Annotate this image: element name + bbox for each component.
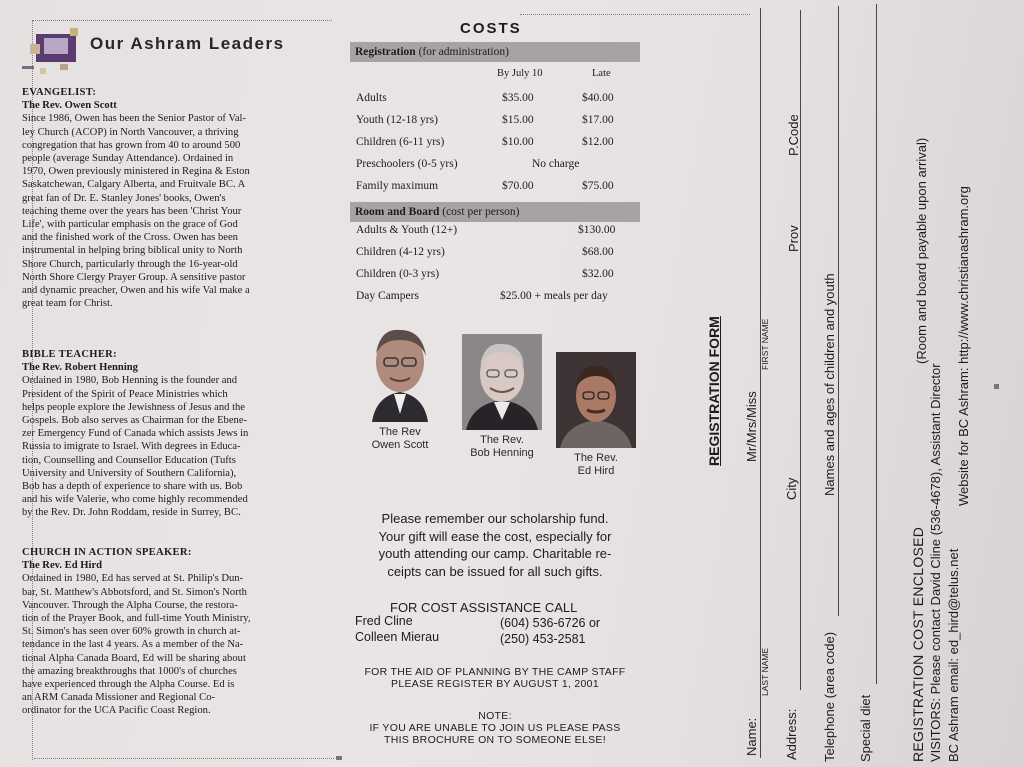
bio-line: Bob has a depth of experience to share with us. Bob — [22, 481, 243, 493]
registration-header-label: Registration — [355, 46, 416, 58]
bio-line: Russia to imigrate to Israel. With degrees in Educa- — [22, 441, 241, 453]
cost-row-label: Children (4-12 yrs) — [356, 246, 445, 258]
address-label: Address: — [784, 708, 799, 760]
ashram-website-line: Website for BC Ashram: http://www.christianashram.org — [956, 186, 971, 506]
bio-line: tion, Counselling and Counsellor Education (Tufts — [22, 454, 236, 466]
bio-line: and dynamic preacher, Owen and his wife Val make a — [22, 285, 250, 297]
bio-line: people (average Sunday Attendance). Ordained in — [22, 153, 234, 165]
bio-line: zer Emergency Fund of Canada which assists Jews in — [22, 428, 249, 440]
owen-scott-caption — [364, 426, 436, 452]
bio-line: instrumental in helping bring biblical unity to North — [22, 245, 243, 257]
bio-line: have experienced through the Alpha Course. Ed is — [22, 679, 235, 691]
caption-line: Owen Scott — [371, 439, 429, 451]
cost-row-price: $68.00 — [582, 246, 614, 258]
cost-row-label: Youth (12-18 yrs) — [356, 114, 438, 126]
cost-row-late: $75.00 — [582, 180, 614, 192]
note-line: IF YOU ARE UNABLE TO JOIN US PLEASE PASS — [369, 722, 621, 734]
bible-teacher-bio — [22, 348, 314, 520]
bio-line: the amazing breakthroughs that 1000's of churches — [22, 665, 237, 677]
postal-code-label: P.Code — [786, 114, 801, 156]
prov-label: Prov — [786, 225, 801, 252]
caption-line: The Rev. — [480, 434, 524, 446]
registration-enclosed-label: REGISTRATION COST ENCLOSED — [910, 526, 926, 762]
cost-row — [356, 158, 646, 176]
room-board-header-note: (cost per person) — [442, 206, 520, 218]
pass-on-note — [345, 710, 645, 746]
bio-line: and his wife Valerie, who come highly recommended — [22, 494, 248, 506]
cost-row-by: $15.00 — [502, 114, 534, 126]
cost-row — [356, 224, 646, 242]
bio-line: and the finished work of the Cross. Owen has been — [22, 232, 238, 244]
bio-line: Gospels. Bob also serves as Chairman for the Ebene- — [22, 415, 248, 427]
children-ages-label: Names and ages of children and youth — [822, 273, 837, 496]
cost-row-label: Adults — [356, 92, 387, 104]
bio-line: Ordained in 1980, Bob Henning is the founder and — [22, 375, 238, 387]
registration-mark — [994, 384, 999, 389]
costs-title: COSTS — [460, 20, 522, 37]
bio-line: Since 1986, Owen has been the Senior Pastor of Val- — [22, 113, 246, 125]
assistance-contact-name: Fred Cline — [355, 614, 413, 628]
ed-hird-caption — [556, 452, 636, 478]
cost-row — [356, 246, 646, 264]
form-line-telephone — [838, 6, 839, 616]
bio-line: ordinator for the UCA Pacific Coast Region. — [22, 705, 211, 717]
cost-row-span: $25.00 + meals per day — [500, 290, 608, 302]
planning-line: PLEASE REGISTER BY AUGUST 1, 2001 — [391, 678, 599, 690]
bio-line: an ARM Canada Missioner and Regional Co- — [22, 692, 216, 704]
bio-line: Ordained in 1980, Ed has served at St. Philip's Dun- — [22, 573, 244, 585]
bob-henning-caption — [460, 434, 544, 460]
cost-row-price: $130.00 — [578, 224, 616, 236]
room-board-header-label: Room and Board — [355, 206, 440, 218]
scholarship-note — [350, 510, 640, 580]
registration-mark — [336, 756, 342, 760]
form-line-name — [760, 8, 761, 758]
form-line-address — [800, 10, 801, 690]
cost-row — [356, 92, 646, 110]
scholarship-line: Please remember our scholarship fund. — [381, 511, 609, 526]
scholarship-line: youth attending our camp. Charitable re- — [378, 546, 612, 561]
telephone-label: Telephone (area code) — [822, 631, 837, 762]
column-late: Late — [592, 68, 611, 79]
bio-line: Life', with particular emphasis on the grace of God — [22, 219, 238, 231]
church-speaker-role: CHURCH IN ACTION SPEAKER: — [22, 547, 192, 558]
bible-teacher-name: The Rev. Robert Henning — [22, 362, 138, 374]
cost-row-by: $10.00 — [502, 136, 534, 148]
scholarship-line: ceipts can be issued for all such gifts. — [387, 563, 603, 579]
first-name-label: FIRST NAME — [760, 318, 770, 370]
cost-row-label: Children (0-3 yrs) — [356, 268, 440, 280]
cost-row — [356, 268, 646, 286]
cost-row — [356, 180, 646, 198]
registration-header — [350, 42, 640, 62]
bio-line: great fan of Dr. E. Stanley Jones' books, Owen's — [22, 192, 226, 204]
cost-row-late: $17.00 — [582, 114, 614, 126]
cost-row-by: $70.00 — [502, 180, 534, 192]
church-speaker-name: The Rev. Ed Hird — [22, 560, 103, 572]
bio-line: helps people explore the Jewishness of Jesus and the — [22, 401, 246, 413]
city-label: City — [784, 477, 799, 500]
room-board-header — [350, 202, 640, 222]
visitors-contact-line: VISITORS: Please contact David Cline (536-4678), Assistant Director — [928, 363, 943, 762]
bio-line: ley Church (ACOP) in North Vancouver, a thriving — [22, 126, 239, 138]
church-speaker-bio — [22, 546, 314, 718]
bio-line: Shore Church, particularly through the 16-year-old — [22, 258, 238, 270]
scholarship-line: Your gift will ease the cost, especially for — [378, 528, 612, 544]
form-line-diet — [876, 4, 877, 684]
bio-line: tion of the Prayer Book, and full-time Youth Ministry, — [22, 613, 251, 625]
room-board-payment-note: (Room and board payable upon arrival) — [914, 137, 929, 364]
cost-row-late: $40.00 — [582, 92, 614, 104]
registration-header-note: (for administration) — [418, 46, 509, 58]
caption-line: Ed Hird — [577, 465, 615, 477]
last-name-label: LAST NAME — [760, 647, 770, 696]
owen-scott-photo — [366, 318, 434, 422]
cost-row-price: $32.00 — [582, 268, 614, 280]
salutation-label: Mr/Mrs/Miss — [744, 391, 759, 462]
bob-henning-photo — [462, 334, 542, 430]
bio-line: bar, St. Matthew's Abbotsford, and St. Simon's North — [22, 586, 247, 598]
cost-row-by: $35.00 — [502, 92, 534, 104]
registration-form-title: REGISTRATION FORM — [706, 316, 722, 466]
special-diet-label: Special diet — [858, 694, 873, 762]
bio-line: by the Rev. Dr. John Roddam, reside in Surrey, BC. — [22, 507, 241, 519]
bio-line: North Shore Clergy Prayer Group. A sensitive pastor — [22, 271, 246, 283]
cost-row — [356, 290, 646, 308]
ashram-logo — [20, 24, 80, 80]
planning-line: FOR THE AID OF PLANNING BY THE CAMP STAFF — [364, 666, 626, 678]
cost-row-span: No charge — [532, 158, 580, 170]
evangelist-role: EVANGELIST: — [22, 87, 97, 98]
planning-note — [345, 666, 645, 690]
bio-line: Saskatchewan, Calgary Alberta, and Fruitvale BC. A — [22, 179, 246, 191]
caption-line: The Rev. — [574, 452, 618, 464]
assistance-contact-name: Colleen Mierau — [355, 630, 440, 644]
bio-line: teaching theme over the years has been 'Christ Your — [22, 205, 242, 217]
name-label: Name: — [744, 717, 759, 756]
caption-line: The Rev — [379, 426, 421, 438]
assistance-contact-phone: (250) 453-2581 — [500, 632, 586, 646]
column-by-july: By July 10 — [497, 68, 543, 79]
assistance-contact-phone: (604) 536-6726 or — [500, 616, 601, 630]
top-border — [32, 20, 332, 21]
bio-line: tional Alpha Canada Board, Ed will be sharing about — [22, 652, 246, 664]
bible-teacher-role: BIBLE TEACHER: — [22, 349, 117, 360]
caption-line: Bob Henning — [470, 447, 534, 459]
cost-row-label: Children (6-11 yrs) — [356, 136, 445, 148]
evangelist-name: The Rev. Owen Scott — [22, 100, 117, 112]
bio-line: University and University of Southern California), — [22, 467, 237, 479]
top-border-right — [520, 14, 750, 15]
cost-row-late: $12.00 — [582, 136, 614, 148]
ed-hird-photo — [556, 352, 636, 448]
bio-line: great team for Christ. — [22, 298, 113, 310]
bottom-border — [34, 758, 334, 759]
cost-row — [356, 114, 646, 132]
bio-line: Vancouver. Through the Alpha Course, the restora- — [22, 599, 238, 611]
note-label: NOTE: — [478, 710, 512, 722]
assistance-title: FOR COST ASSISTANCE CALL — [390, 600, 578, 615]
cost-row-label: Family maximum — [356, 180, 439, 192]
cost-row-label: Preschoolers (0-5 yrs) — [356, 158, 458, 170]
leaders-title: Our Ashram Leaders — [90, 34, 285, 53]
cost-row-label: Day Campers — [356, 290, 419, 302]
evangelist-bio — [22, 86, 314, 310]
cost-row-label: Adults & Youth (12+) — [356, 224, 458, 236]
ashram-email-line: BC Ashram email: ed_hird@telus.net — [946, 548, 961, 762]
bio-line: congregation that has grown from 40 to around 500 — [22, 139, 241, 151]
bio-line: President of the Spirit of Peace Ministries which — [22, 388, 228, 400]
bio-line: 1970, Owen previously ministered in Regina & Eston — [22, 166, 250, 178]
cost-row — [356, 136, 646, 154]
bio-line: tendance in the last 4 years. As a member of the Na- — [22, 639, 244, 651]
bio-line: St. Simon's has seen over 60% growth in church at- — [22, 626, 241, 638]
note-line: THIS BROCHURE ON TO SOMEONE ELSE! — [384, 734, 606, 746]
